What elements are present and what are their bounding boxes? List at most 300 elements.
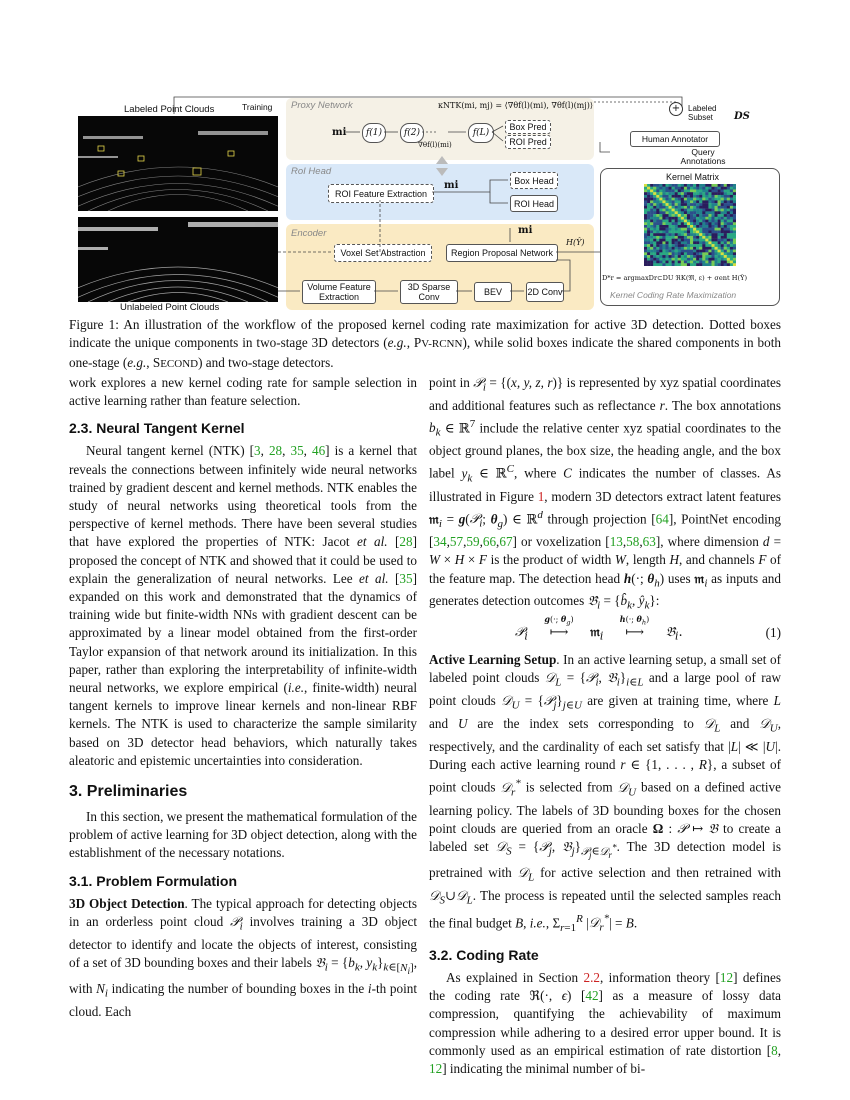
kernel-cell [693,258,696,261]
kernel-cell [693,263,696,266]
kernel-cell [650,206,653,209]
kernel-cell [696,211,699,214]
encoder-m-label: mi [518,225,533,236]
kernel-cell [650,239,653,242]
kernel-cell [721,250,724,253]
kernel-cell [708,236,711,239]
kernel-cell [718,255,721,258]
kernel-cell [669,230,672,233]
kernel-cell [715,222,718,225]
kernel-cell [653,236,656,239]
kernel-cell [687,214,690,217]
kernel-cell [650,189,653,192]
kernel-cell [715,189,718,192]
kernel-cell [693,203,696,206]
kernel-cell [721,189,724,192]
kernel-cell [647,230,650,233]
kernel-cell [662,241,665,244]
roi-feature-extraction-node: ROI Feature Extraction [328,184,434,203]
kernel-cell [681,195,684,198]
kernel-cell [699,225,702,228]
kernel-cell [724,239,727,242]
kernel-cell [675,203,678,206]
kernel-cell [702,230,705,233]
kernel-cell [690,261,693,264]
kernel-cell [656,247,659,250]
kernel-matrix-heatmap [644,184,736,266]
kernel-cell [693,233,696,236]
kernel-cell [650,220,653,223]
kernel-cell [681,214,684,217]
kernel-cell [659,233,662,236]
kernel-cell [665,236,668,239]
kernel-cell [727,255,730,258]
section-2-3-title: 2.3. Neural Tangent Kernel [69,420,245,437]
kernel-cell [684,211,687,214]
kernel-cell [708,244,711,247]
kernel-cell [665,198,668,201]
kernel-cell [696,184,699,187]
kernel-cell [659,203,662,206]
kernel-cell [647,203,650,206]
kernel-cell [659,198,662,201]
proxy-network-label: Proxy Network [291,100,353,111]
kernel-cell [711,214,714,217]
kernel-cell [684,198,687,201]
roi-head-node: ROI Head [510,195,558,212]
kernel-cell [659,187,662,190]
kernel-cell [702,211,705,214]
kernel-cell [705,200,708,203]
kernel-cell [659,252,662,255]
kernel-cell [711,228,714,231]
kernel-cell [730,187,733,190]
kernel-cell [665,250,668,253]
kernel-cell [733,241,736,244]
kernel-cell [681,198,684,201]
kernel-cell [718,225,721,228]
kernel-cell [675,206,678,209]
kernel-cell [656,241,659,244]
kernel-cell [724,184,727,187]
kernel-cell [730,241,733,244]
kernel-cell [678,200,681,203]
kernel-cell [721,217,724,220]
kernel-cell [690,255,693,258]
sparse-conv-node: 3D Sparse Conv [400,280,458,304]
kernel-cell [678,261,681,264]
kernel-cell [730,217,733,220]
kernel-matrix-label: Kernel Matrix [666,172,720,182]
kernel-cell [711,192,714,195]
kernel-cell [705,263,708,266]
kernel-cell [656,263,659,266]
kernel-cell [715,214,718,217]
kernel-cell [653,247,656,250]
kernel-cell [653,195,656,198]
kernel-cell [659,220,662,223]
kernel-cell [672,228,675,231]
kernel-cell [644,233,647,236]
kernel-cell [733,255,736,258]
kernel-cell [678,209,681,212]
kernel-cell [711,187,714,190]
kernel-cell [733,233,736,236]
kernel-cell [678,189,681,192]
kernel-cell [675,211,678,214]
kernel-cell [662,222,665,225]
kernel-cell [727,252,730,255]
kernel-cell [693,195,696,198]
kernel-cell [662,244,665,247]
kernel-cell [699,239,702,242]
kernel-cell [699,247,702,250]
kernel-cell [690,184,693,187]
kernel-cell [647,222,650,225]
kernel-cell [718,263,721,266]
query-annotations-label: Query Annotations [680,147,726,166]
kernel-cell [656,261,659,264]
kernel-cell [715,184,718,187]
kernel-cell [730,247,733,250]
kernel-cell [650,233,653,236]
kernel-cell [693,220,696,223]
kernel-cell [690,187,693,190]
kernel-cell [656,252,659,255]
kernel-cell [730,222,733,225]
left-column [69,374,417,1021]
kernel-cell [644,198,647,201]
kernel-cell [730,230,733,233]
kernel-cell [659,239,662,242]
kernel-cell [662,228,665,231]
kernel-cell [681,239,684,242]
kernel-cell [705,239,708,242]
kernel-cell [678,255,681,258]
kernel-cell [733,261,736,264]
kernel-cell [678,222,681,225]
kernel-cell [665,187,668,190]
kernel-cell [659,228,662,231]
kernel-cell [702,220,705,223]
kernel-cell [662,225,665,228]
kernel-cell [684,189,687,192]
kernel-cell [721,195,724,198]
kernel-cell [681,261,684,264]
kernel-cell [656,195,659,198]
kernel-cell [727,241,730,244]
kernel-cell [699,184,702,187]
kernel-cell [669,225,672,228]
kernel-cell [665,209,668,212]
kernel-cell [681,189,684,192]
kernel-cell [669,250,672,253]
kernel-cell [724,225,727,228]
kernel-cell [669,189,672,192]
kernel-cell [724,200,727,203]
kernel-cell [733,239,736,242]
kernel-cell [702,252,705,255]
volume-feature-extraction-node: Volume Feature Extraction [302,280,376,304]
kernel-cell [669,187,672,190]
kernel-cell [653,258,656,261]
kernel-cell [669,211,672,214]
kernel-cell [693,230,696,233]
kernel-cell [699,198,702,201]
roi-head-label: RoI Head [291,166,332,177]
kernel-cell [687,239,690,242]
kernel-cell [733,195,736,198]
kernel-cell [690,241,693,244]
kernel-cell [699,211,702,214]
kernel-cell [724,233,727,236]
kernel-cell [696,239,699,242]
kernel-cell [665,184,668,187]
kernel-cell [672,192,675,195]
kernel-cell [733,244,736,247]
kernel-cell [647,225,650,228]
kernel-cell [687,250,690,253]
coding-rate-paragraph: As explained in Section 2.2, information theory [12] defines the coding rate ℜ(·, ϵ) [42] as a measure of lossy data compression, quantifying the achievability of maximum compression while adhering to a desired error upper bound. It is commonly used as an empirical estimation of rate distortion [8, 12] indicating the minimal number of bi- [429,970,782,1077]
kernel-cell [656,203,659,206]
kernel-cell [724,236,727,239]
kernel-cell [690,247,693,250]
kernel-cell [672,258,675,261]
kernel-cell [662,230,665,233]
kernel-cell [705,211,708,214]
kernel-cell [681,206,684,209]
kernel-cell [665,203,668,206]
kernel-cell [708,217,711,220]
kernel-cell [662,252,665,255]
kernel-cell [656,184,659,187]
kernel-cell [647,214,650,217]
kernel-cell [662,233,665,236]
kernel-cell [672,230,675,233]
kernel-cell [684,200,687,203]
kernel-cell [669,247,672,250]
kernel-cell [718,189,721,192]
kernel-cell [699,209,702,212]
kernel-cell [715,263,718,266]
kernel-cell [669,206,672,209]
kernel-cell [721,228,724,231]
kernel-cell [650,203,653,206]
kernel-cell [721,214,724,217]
kernel-cell [718,203,721,206]
kernel-cell [718,214,721,217]
kernel-cell [665,247,668,250]
kernel-cell [708,206,711,209]
kernel-cell [702,244,705,247]
kernel-cell [665,195,668,198]
kernel-cell [708,230,711,233]
kernel-cell [696,233,699,236]
kernel-cell [730,211,733,214]
kernel-cell [684,236,687,239]
kernel-cell [681,220,684,223]
kernel-cell [690,230,693,233]
kernel-cell [653,239,656,242]
kernel-cell [684,217,687,220]
kernel-cell [733,258,736,261]
kernel-cell [650,184,653,187]
kernel-cell [708,250,711,253]
kernel-cell [644,230,647,233]
kernel-cell [708,228,711,231]
kernel-cell [718,236,721,239]
kernel-cell [727,236,730,239]
kernel-cell [702,200,705,203]
kernel-cell [699,255,702,258]
kernel-cell [665,214,668,217]
kernel-cell [681,203,684,206]
kernel-cell [690,198,693,201]
kernel-cell [665,211,668,214]
kernel-cell [684,252,687,255]
kernel-cell [693,214,696,217]
kernel-cell [699,222,702,225]
kernel-cell [696,220,699,223]
kernel-cell [733,214,736,217]
kernel-cell [727,200,730,203]
kernel-cell [711,198,714,201]
kernel-cell [724,247,727,250]
kernel-cell [733,225,736,228]
kernel-cell [708,214,711,217]
kernel-cell [718,217,721,220]
kernel-cell [730,203,733,206]
kernel-cell [702,195,705,198]
kernel-cell [656,214,659,217]
kernel-cell [650,247,653,250]
kernel-cell [659,209,662,212]
kernel-cell [705,228,708,231]
kernel-cell [687,203,690,206]
kernel-cell [653,244,656,247]
kernel-cell [705,184,708,187]
kernel-cell [715,247,718,250]
kernel-cell [684,261,687,264]
kernel-cell [675,263,678,266]
kernel-cell [644,200,647,203]
kernel-cell [696,198,699,201]
kernel-cell [681,200,684,203]
kernel-cell [656,189,659,192]
equation-1-body: 𝒫$_i$ g(·; $\theta_g$) ⟼ 𝔪$_i$ h(·; $\theta_h$) ⟼ $𝔅̂_i$. [515,614,683,643]
kernel-cell [730,258,733,261]
kernel-cell [727,192,730,195]
kernel-cell [650,241,653,244]
kernel-cell [718,209,721,212]
caption-text: An illustration of the workflow of the proposed kernel coding rate maximization for active 3D detection. Dotted boxes indicate the unique components in two-stage 3D detectors (e.g., PV-RCNN), while solid boxes indicate the shared components in both one-stage (e.g., SECOND) and two-stage detectors. [69,317,781,370]
kernel-cell [644,244,647,247]
kernel-cell [705,214,708,217]
kernel-cell [665,244,668,247]
kernel-cell [715,200,718,203]
kernel-cell [715,250,718,253]
kernel-cell [675,247,678,250]
conv2d-node: 2D Conv [526,282,564,302]
kernel-cell [693,255,696,258]
kernel-cell [705,220,708,223]
kernel-cell [711,222,714,225]
kernel-cell [647,184,650,187]
kernel-cell [675,233,678,236]
kernel-cell [662,236,665,239]
kernel-cell [662,184,665,187]
kernel-cell [730,195,733,198]
kernel-cell [733,230,736,233]
kernel-cell [656,258,659,261]
kernel-cell [721,211,724,214]
kernel-cell [690,225,693,228]
kernel-cell [653,187,656,190]
kernel-cell [687,217,690,220]
kernel-cell [684,247,687,250]
kernel-cell [656,209,659,212]
kernel-cell [715,255,718,258]
kernel-cell [669,203,672,206]
kernel-cell [662,189,665,192]
kernel-cell [687,247,690,250]
kernel-cell [730,244,733,247]
kernel-cell [724,195,727,198]
kernel-cell [702,222,705,225]
caption-prefix: Figure 1: [69,317,119,332]
kernel-cell [699,200,702,203]
kernel-cell [715,236,718,239]
kernel-cell [733,222,736,225]
kernel-cell [681,222,684,225]
kernel-cell [721,225,724,228]
kernel-cell [662,198,665,201]
kernel-cell [684,255,687,258]
kernel-cell [718,241,721,244]
kernel-cell [708,255,711,258]
kernel-cell [662,247,665,250]
kernel-cell [675,252,678,255]
kernel-cell [693,252,696,255]
kernel-cell [724,252,727,255]
kernel-cell [656,200,659,203]
kernel-cell [684,214,687,217]
kernel-cell [687,220,690,223]
kernel-cell [705,244,708,247]
kernel-cell [708,187,711,190]
kernel-cell [662,250,665,253]
kernel-cell [653,211,656,214]
kernel-cell [644,192,647,195]
kernel-cell [693,244,696,247]
kernel-cell [727,211,730,214]
kernel-cell [662,217,665,220]
kernel-cell [711,239,714,242]
kernel-cell [675,189,678,192]
kernel-cell [659,206,662,209]
left-intro-paragraph: work explores a new kernel coding rate for sample selection in active learning rather than feature selection. [69,375,417,409]
kernel-cell [675,214,678,217]
kernel-cell [727,195,730,198]
kernel-cell [721,236,724,239]
kernel-cell [721,198,724,201]
kernel-cell [659,244,662,247]
kernel-cell [696,250,699,253]
kernel-cell [681,244,684,247]
kernel-cell [644,252,647,255]
active-learning-setup-paragraph: Active Learning Setup. In an active learning setup, a small set of labeled point clouds 𝒟$_L$ = {𝒫$_i$, $𝔅_i\}_{i\in L}$ and a large pool of raw point clouds 𝒟$_U$ = $\{𝒫_j\}_{j\in U}$ are given at training time, where L and U are the index sets corresponding to 𝒟$_L$ and 𝒟$_U$, respectively, and the cardinality of each set satisfy that |L| ≪ |U|. During each active learning round r ∈ {1, . . . , R}, a subset of point clouds 𝒟$_r$* is selected from 𝒟$_U$ based on a defined active learning policy. The labels of 3D bounding boxes for the chosen point clouds are queried from an oracle Ω : 𝒫 ↦ 𝔅 to create a labeled set 𝒟$_S$ = {𝒫$_j$, $𝔅_j\}_{𝒫_j\in 𝒟_r^*}$. The 3D detection model is pretrained with 𝒟$_L$ for active selection and then retrained with 𝒟$_S$∪𝒟$_L$. The process is repeated until the selected samples reach the final budget B, i.e., $\Sigma_{r=1}^R$ |𝒟$_r$*| = B. [429,652,782,934]
kernel-cell [699,233,702,236]
